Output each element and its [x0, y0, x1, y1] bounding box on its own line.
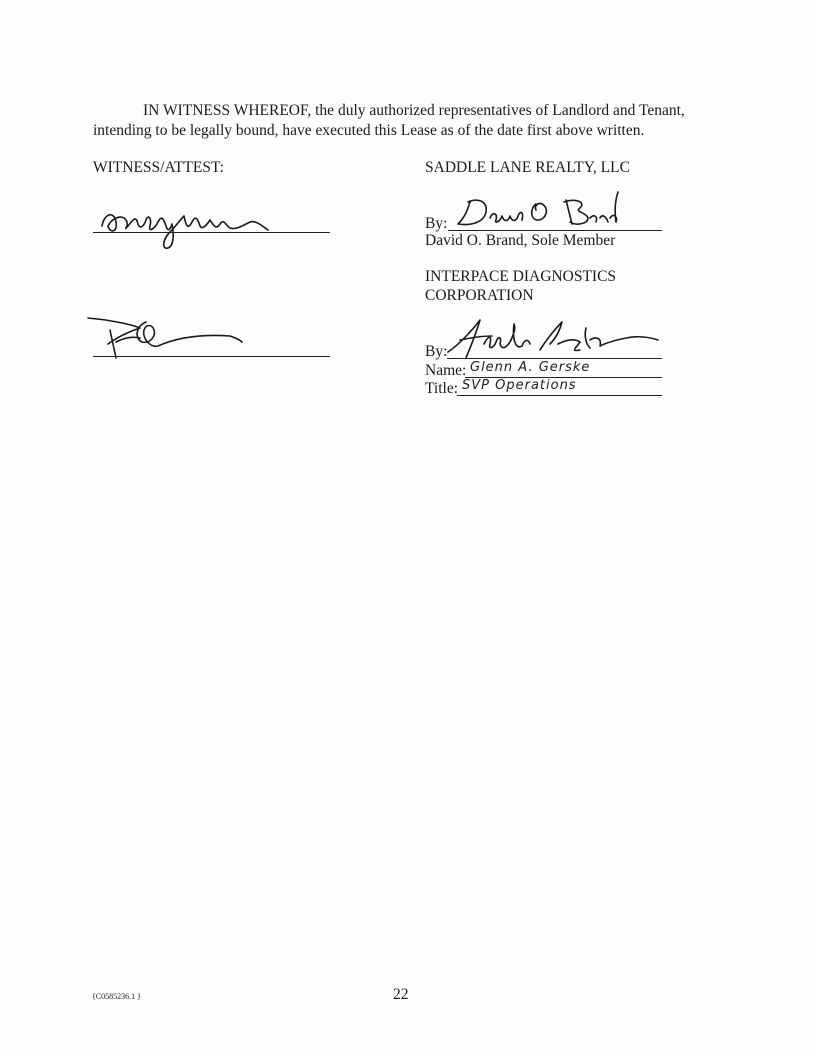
- tenant-title-line: [457, 395, 662, 396]
- tenant-name-line-1: INTERPACE DIAGNOSTICS: [425, 268, 617, 285]
- tenant-signature: [440, 314, 670, 364]
- tenant-by-label: By:: [425, 343, 448, 360]
- tenant-title-value: SVP Operations: [462, 378, 577, 393]
- landlord-name: SADDLE LANE REALTY, LLC: [425, 159, 630, 176]
- witness-paragraph: [93, 101, 733, 141]
- witness-attest-heading: WITNESS/ATTEST:: [93, 159, 224, 176]
- tenant-name-label: Name:: [425, 362, 467, 379]
- witness-signature-1: [92, 196, 282, 256]
- paragraph-line-2: intending to be legally bound, have executed this Lease as of the date first above written.: [93, 122, 645, 139]
- tenant-name-value: Glenn A. Gerske: [470, 360, 591, 375]
- witness-signature-2: [80, 308, 260, 368]
- landlord-by-label: By:: [425, 215, 448, 232]
- page-number: 22: [393, 986, 409, 1003]
- tenant-name-line-2: CORPORATION: [425, 287, 534, 304]
- document-code: {C0585236.1 }: [92, 992, 142, 1001]
- paragraph-line-1: IN WITNESS WHEREOF, the duly authorized representatives of Landlord and Tenant,: [143, 102, 685, 119]
- landlord-signer: David O. Brand, Sole Member: [425, 232, 616, 249]
- tenant-title-label: Title:: [425, 380, 459, 397]
